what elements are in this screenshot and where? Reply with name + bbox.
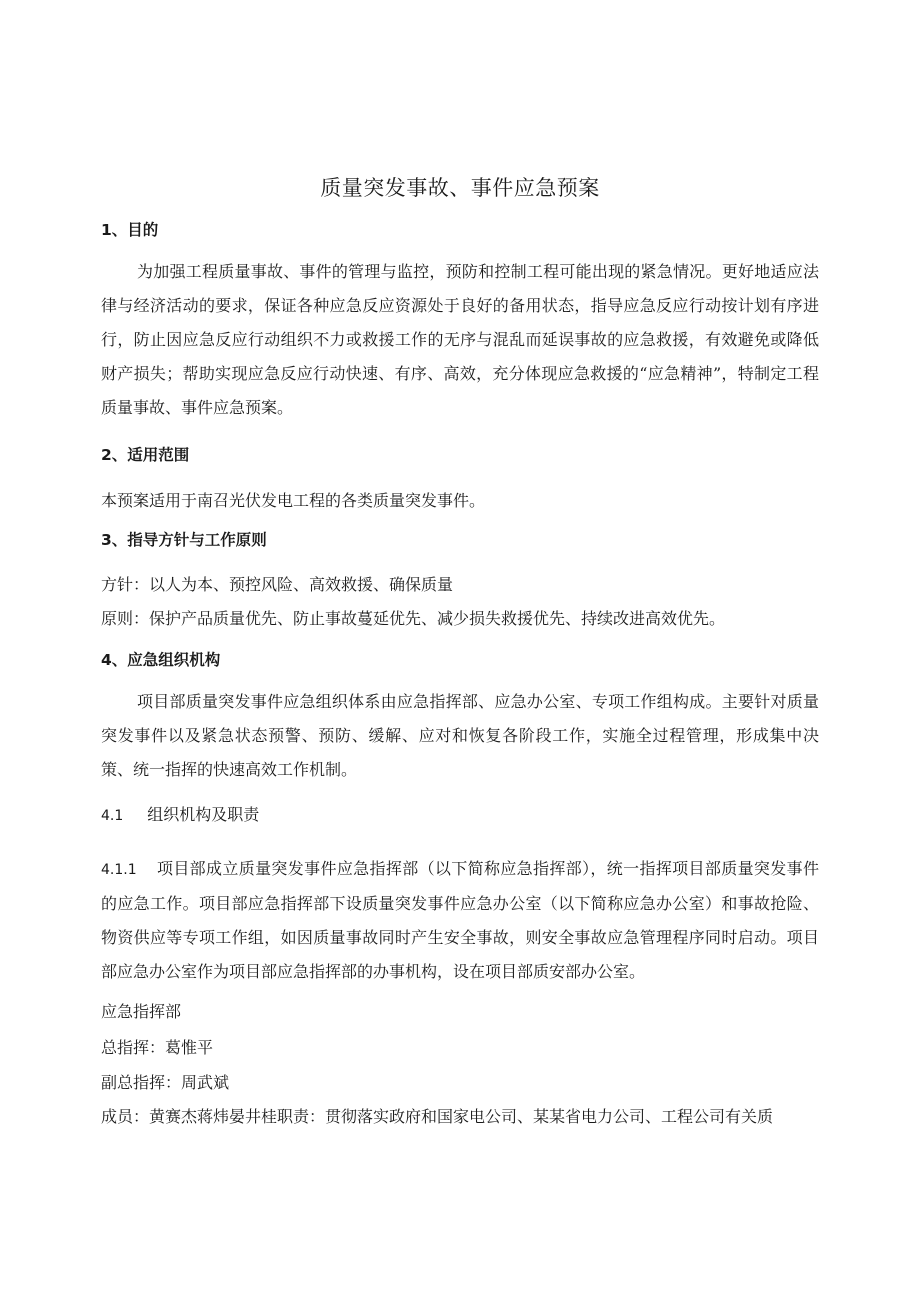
commander-line: 总指挥：葛惟平	[101, 1038, 214, 1057]
members-line: 成员：黄赛杰蒋炜晏井桂职责：贯彻落实政府和国家电公司、某某省电力公司、工程公司有关质	[101, 1107, 774, 1126]
organization-paragraph: 项目部质量突发事件应急组织体系由应急指挥部、应急办公室、专项工作组构成。主要针对质量突发事件以及紧急状态预警、预防、缓解、应对和恢复各阶段工作，实施全过程管理，形成集中决策、统一指挥的快速高效工作机制。	[101, 692, 819, 779]
section-heading-purpose: 1、目的	[101, 221, 159, 239]
deputy-commander-line: 副总指挥：周武斌	[101, 1073, 230, 1092]
subsection-4-1-title: 组织机构及职责	[147, 805, 260, 824]
subsection-4-1	[101, 802, 259, 825]
purpose-paragraph: 为加强工程质量事故、事件的管理与监控，预防和控制工程可能出现的紧急情况。更好地适应法律与经济活动的要求，保证各种应急反应资源处于良好的备用状态，指导应急反应行动按计划有序进行，防止因应急反应行动组织不力或救援工作的无序与混乱而延误事故的应急救援，有效避免或降低财产损失；帮助实现应急反应行动快速、有序、高效，充分体现应急救援的“应急精神”，特制定工程质量事故、事件应急预案。	[101, 262, 819, 417]
subsection-4-1-1	[101, 852, 819, 989]
policy-line: 方针：以人为本、预控风险、高效救援、确保质量	[101, 575, 454, 594]
scope-paragraph: 本预案适用于南召光伏发电工程的各类质量突发事件。	[101, 491, 486, 510]
subsection-4-1-number: 4.1	[101, 808, 124, 824]
section-heading-scope: 2、适用范围	[101, 446, 190, 464]
principle-line: 原则：保护产品质量优先、防止事故蔓延优先、减少损失救援优先、持续改进高效优先。	[101, 609, 726, 628]
hq-label: 应急指挥部	[101, 1002, 182, 1021]
section-heading-organization: 4、应急组织机构	[101, 651, 221, 669]
document-title: 质量突发事故、事件应急预案	[320, 176, 600, 200]
subsection-4-1-1-number: 4.1.1	[101, 862, 137, 878]
section-heading-principles: 3、指导方针与工作原则	[101, 531, 267, 549]
subsection-4-1-1-body: 项目部成立质量突发事件应急指挥部（以下简称应急指挥部），统一指挥项目部质量突发事件的应急工作。项目部应急指挥部下设质量突发事件应急办公室（以下简称应急办公室）和事故抢险、物资供应等专项工作组，如因质量事故同时产生安全事故，则安全事故应急管理程序同时启动。项目部应急办公室作为项目部应急指挥部的办事机构，设在项目部质安部办公室。	[101, 859, 819, 981]
